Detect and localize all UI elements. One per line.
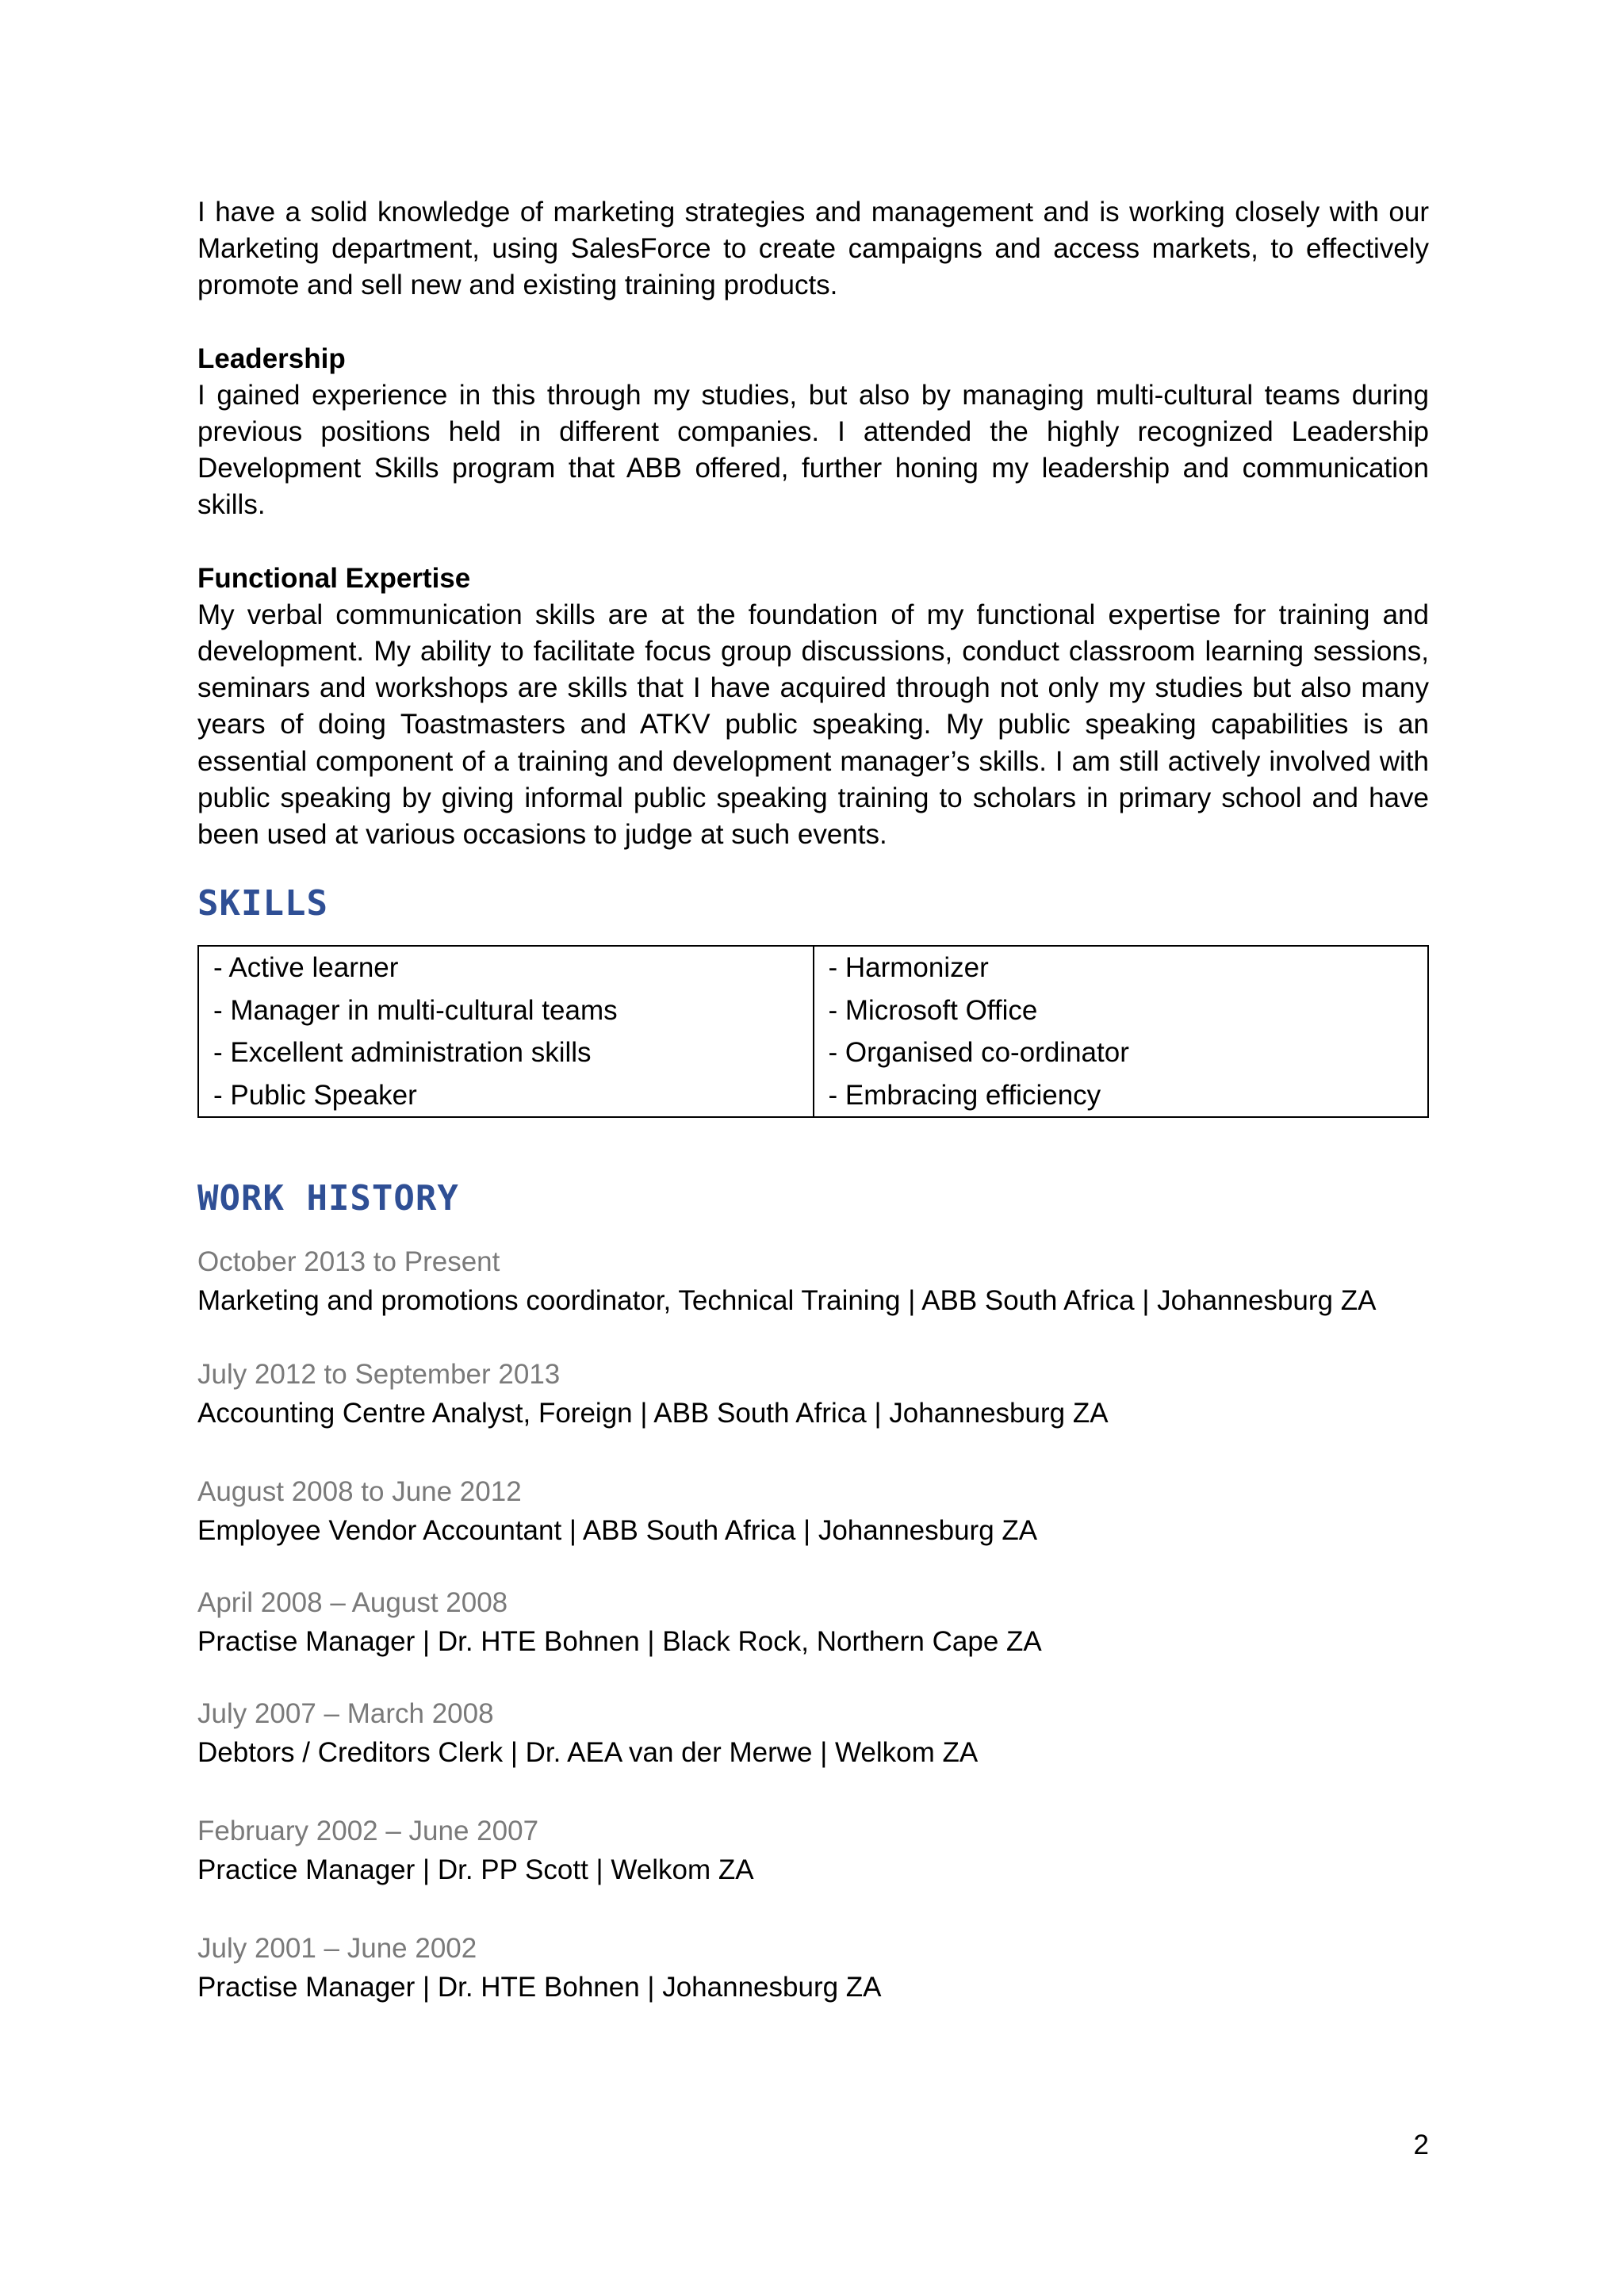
- skill-cell: - Organised co-ordinator: [814, 1031, 1429, 1074]
- work-history-entry: [197, 1473, 1429, 1551]
- intro-paragraph: I have a solid knowledge of marketing strategies and management and is working closely with our Marketing department, using SalesForce to create campaigns and access markets, to effectively promote and sell new and existing training products.: [197, 197, 1429, 301]
- job-date: April 2008 – August 2008: [197, 1587, 508, 1619]
- page-content: [197, 194, 1429, 2007]
- job-date: February 2002 – June 2007: [197, 1816, 539, 1847]
- skills-row: [198, 1031, 1428, 1074]
- job-description: Practise Manager | Dr. HTE Bohnen | Johannesburg ZA: [197, 1972, 882, 2003]
- skill-cell: - Harmonizer: [814, 946, 1429, 989]
- skill-cell: - Microsoft Office: [814, 989, 1429, 1032]
- skills-row: [198, 1074, 1428, 1118]
- job-date: July 2012 to September 2013: [197, 1359, 561, 1391]
- skills-section-title: SKILLS: [197, 883, 328, 924]
- leadership-heading: Leadership: [197, 342, 346, 374]
- work-history-entry: [197, 1812, 1429, 1890]
- job-description: Accounting Centre Analyst, Foreign | ABB South Africa | Johannesburg ZA: [197, 1398, 1109, 1429]
- work-history-section-title: WORK HISTORY: [197, 1178, 459, 1219]
- job-description: Employee Vendor Accountant | ABB South Africa | Johannesburg ZA: [197, 1515, 1038, 1547]
- skill-cell: - Manager in multi-cultural teams: [198, 989, 814, 1032]
- job-date: July 2001 – June 2002: [197, 1933, 477, 1965]
- skills-row: [198, 946, 1428, 989]
- work-history-entry: [197, 1930, 1429, 2007]
- job-description: Debtors / Creditors Clerk | Dr. AEA van der Merwe | Welkom ZA: [197, 1737, 979, 1769]
- functional-expertise-paragraph: My verbal communication skills are at the foundation of my functional expertise for training and development. My ability to facilitate focus group discussions, conduct classroom learning sessions, seminars and workshops are skills that I have acquired through not only my studies but also many years of doing Toastmasters and ATKV public speaking. My public speaking capabilities is an essential component of a training and development manager’s skills. I am still actively involved with public speaking by giving informal public speaking training to scholars in primary school and have been used at various occasions to judge at such events.: [197, 599, 1429, 851]
- job-date: August 2008 to June 2012: [197, 1476, 522, 1508]
- work-history-entry: [197, 1243, 1429, 1321]
- skills-table: [197, 945, 1429, 1118]
- leadership-paragraph: I gained experience in this through my studies, but also by managing multi-cultural teams during previous positions held in different companies. I attended the highly recognized Leadership Development Skills program that ABB offered, further honing my leadership and communication skills.: [197, 379, 1429, 521]
- job-description: Practise Manager | Dr. HTE Bohnen | Black Rock, Northern Cape ZA: [197, 1626, 1042, 1658]
- skill-cell: - Active learner: [198, 946, 814, 989]
- skill-cell: - Public Speaker: [198, 1074, 814, 1118]
- skill-cell: - Excellent administration skills: [198, 1031, 814, 1074]
- job-description: Practice Manager | Dr. PP Scott | Welkom ZA: [197, 1854, 754, 1886]
- work-history-entry: [197, 1584, 1429, 1662]
- page-number: 2: [1413, 2130, 1429, 2160]
- job-date: October 2013 to Present: [197, 1246, 500, 1278]
- skill-cell: - Embracing efficiency: [814, 1074, 1429, 1118]
- job-date: July 2007 – March 2008: [197, 1698, 494, 1730]
- skills-row: [198, 989, 1428, 1032]
- functional-expertise-heading: Functional Expertise: [197, 562, 471, 594]
- job-description: Marketing and promotions coordinator, Technical Training | ABB South Africa | Johannesburg ZA: [197, 1285, 1377, 1317]
- work-history-entry: [197, 1356, 1429, 1433]
- work-history-entry: [197, 1695, 1429, 1773]
